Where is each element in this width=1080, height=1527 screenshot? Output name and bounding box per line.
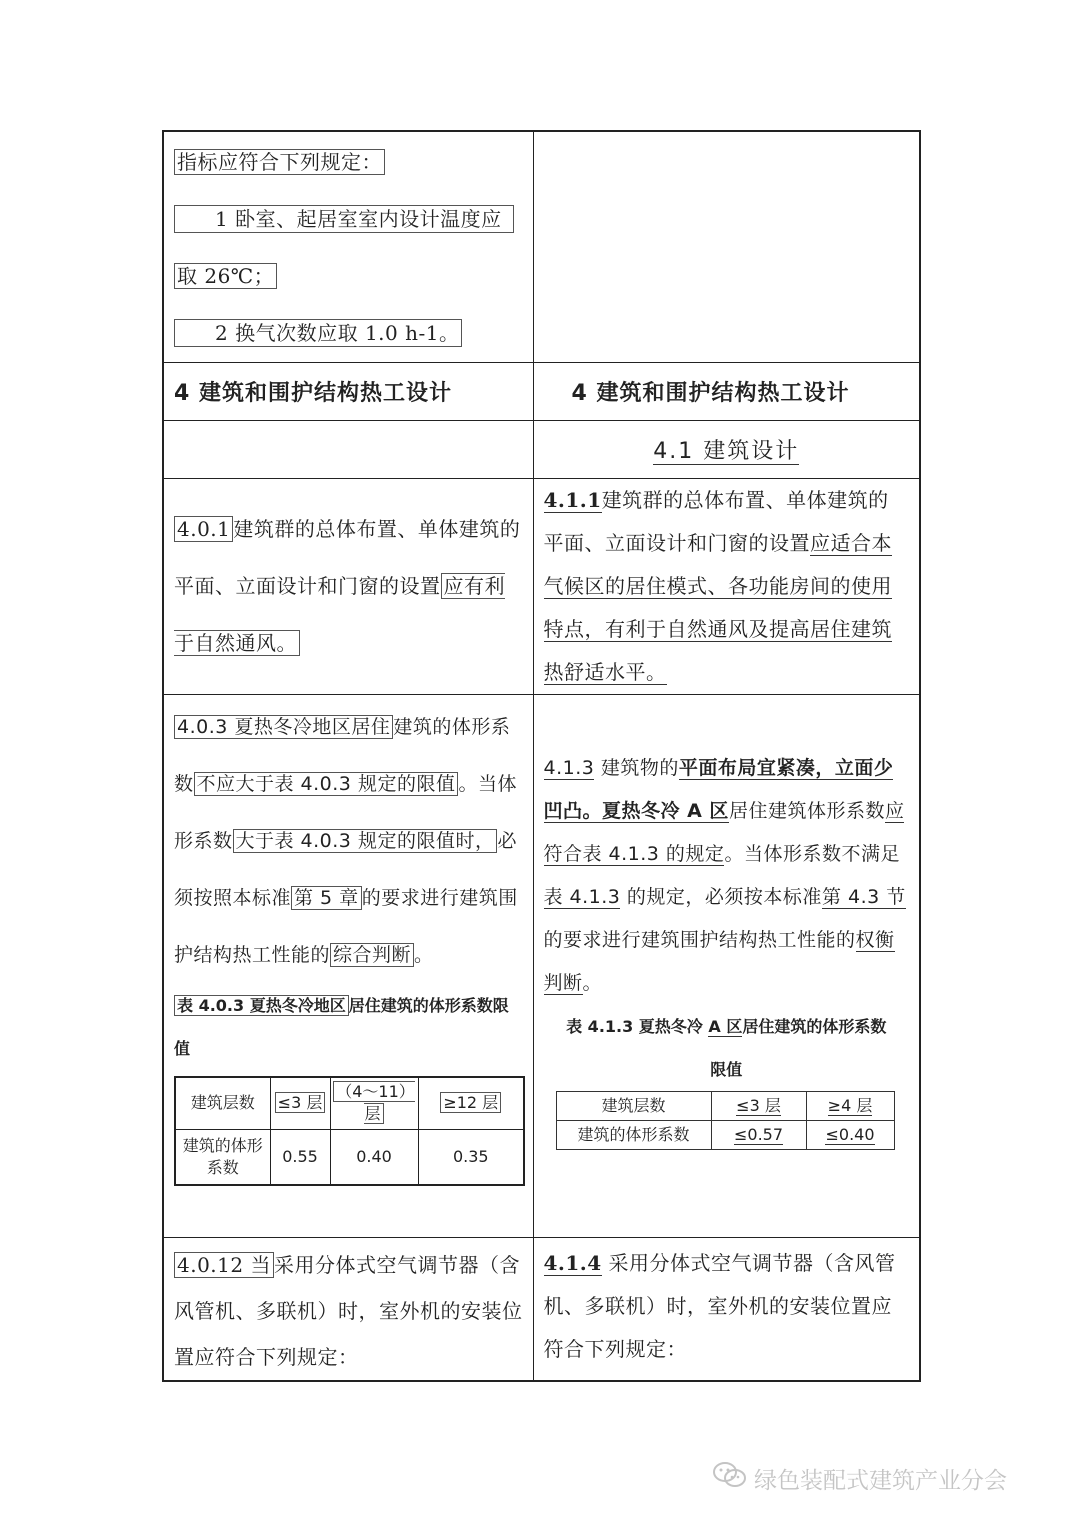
- cell-left-4-0-1: [163, 479, 533, 695]
- clause-text: 。: [582, 972, 603, 994]
- table-caption: 居住建筑的体形系数限值: [710, 1017, 887, 1079]
- underlined-text: 表 4.1.3: [543, 886, 621, 908]
- cell-right-4-1-1: [533, 479, 920, 695]
- table-cell: ≥4 层: [806, 1092, 894, 1121]
- table-cell: 0.55: [270, 1129, 330, 1185]
- clause-text: 建筑群的总体布置、单体建筑的平面、立面设计和门窗的设置: [543, 488, 889, 555]
- underlined-text: 第 4.3 节: [821, 886, 906, 908]
- cell-left-indoor-conditions: [163, 131, 533, 363]
- clause-text: 的要求进行建筑围护结构热工性能的: [174, 887, 518, 966]
- table-caption: 居住建筑的体形系数限值: [174, 996, 509, 1058]
- table-cell: 建筑层数: [556, 1092, 711, 1121]
- boxed-text: 2 换气次数应取 1.0 h-1。: [174, 319, 462, 347]
- clause-code: 4.1.3: [543, 757, 595, 779]
- clause-text: 采用分体式空气调节器（含风管机、多联机）时，室外机的安装位置应符合下列规定：: [543, 1251, 896, 1361]
- table-cell: ≥12 层: [418, 1077, 524, 1129]
- table-row: [163, 363, 920, 421]
- underlined-text: 应适合本气候区的居住模式、各功能房间的使用特点，有利于自然通风及提高居住建筑热舒适水平。: [543, 531, 892, 684]
- watermark: [712, 1458, 1052, 1498]
- cell-left-heading: [163, 363, 533, 421]
- shape-coefficient-table-left: [174, 1076, 525, 1186]
- table-cell: ≤0.57: [711, 1121, 806, 1150]
- table-cell: 建筑层数: [175, 1077, 270, 1129]
- table-row: [163, 421, 920, 479]
- cell-right-empty: [533, 131, 920, 363]
- table-cell: （4～11）层: [330, 1077, 418, 1129]
- table-caption: 表 4.0.3 夏热冬冷地区: [174, 995, 349, 1016]
- table-cell: 建筑的体形系数: [556, 1121, 711, 1150]
- table-cell: ≤0.40: [806, 1121, 894, 1150]
- underlined-text: 应符合表 4.1.3 的规定: [543, 800, 905, 865]
- table-cell: 建筑的体形系数: [175, 1129, 270, 1185]
- watermark-text: 绿色装配式建筑产业分会: [754, 1467, 1007, 1494]
- clause-text: 必须按照本标准: [174, 830, 517, 909]
- section-heading: 4 建筑和围护结构热工设计: [571, 381, 850, 406]
- table-row: [163, 479, 920, 695]
- cell-left-empty: [163, 421, 533, 479]
- clause-text: 建筑物的: [594, 757, 679, 779]
- table-cell: ≤3 层: [270, 1077, 330, 1129]
- table-caption: 表 4.1.3 夏热冬冷: [566, 1017, 709, 1036]
- boxed-text: 指标应符合下列规定：: [174, 149, 385, 175]
- clause-text: 建筑的体形系数: [174, 716, 511, 795]
- comparison-table: [162, 130, 921, 1382]
- boxed-text: 4.0.3 夏热冬冷地区居住: [174, 715, 393, 739]
- boxed-text: 应有利于自然通风。: [174, 574, 505, 655]
- cell-right-4-1-3: [533, 695, 920, 1238]
- clause-code: 4.1.1: [543, 488, 602, 512]
- subsection-heading: 4.1 建筑设计: [653, 439, 800, 464]
- shape-coefficient-table-right: [556, 1091, 895, 1150]
- cell-right-subheading: [533, 421, 920, 479]
- clause-text: 建筑群的总体布置、单体建筑的平面、立面设计和门窗的设置: [174, 517, 521, 598]
- cell-left-4-0-12: [163, 1238, 533, 1382]
- table-cell: 0.40: [330, 1129, 418, 1185]
- boxed-text: 取 26℃；: [174, 263, 277, 289]
- boxed-text: 不应大于表 4.0.3 规定的限值: [194, 772, 459, 796]
- table-row: [163, 1238, 920, 1382]
- boxed-text: 1 卧室、起居室室内设计温度应: [174, 205, 514, 233]
- clause-code: 4.0.1: [174, 516, 233, 542]
- underlined-text: 平面布局宜紧凑，立面少凹凸。夏热冬冷 A 区: [543, 757, 894, 822]
- clause-text: 。: [414, 944, 434, 966]
- clause-text: 居住建筑体形系数: [728, 800, 885, 822]
- table-caption: A 区: [708, 1017, 743, 1036]
- clause-text: 的规定，必须按本标准: [620, 886, 822, 908]
- clause-text: 采用分体式空气调节器（含风管机、多联机）时，室外机的安装位置应符合下列规定：: [174, 1253, 523, 1369]
- clause-text: 。当体形系数不满足: [724, 843, 900, 865]
- table-cell: 0.35: [418, 1129, 524, 1185]
- wechat-icon: [712, 1460, 748, 1496]
- table-row: [163, 695, 920, 1238]
- cell-right-heading: [533, 363, 920, 421]
- clause-code: 4.0.12 当: [174, 1252, 274, 1278]
- clause-text: 的要求进行建筑围护结构热工性能的: [543, 929, 856, 951]
- underlined-text: 权衡判断: [543, 929, 895, 994]
- table-row: [163, 131, 920, 363]
- boxed-text: 综合判断: [330, 943, 414, 967]
- boxed-text: 大于表 4.0.3 规定的限值时，: [233, 829, 498, 853]
- table-cell: ≤3 层: [711, 1092, 806, 1121]
- boxed-text: 第 5 章: [291, 886, 362, 910]
- cell-right-4-1-4: [533, 1238, 920, 1382]
- cell-left-4-0-3: [163, 695, 533, 1238]
- clause-text: 。当体形系数: [174, 773, 517, 852]
- clause-code: 4.1.4: [543, 1251, 602, 1275]
- section-heading: 4 建筑和围护结构热工设计: [174, 381, 452, 406]
